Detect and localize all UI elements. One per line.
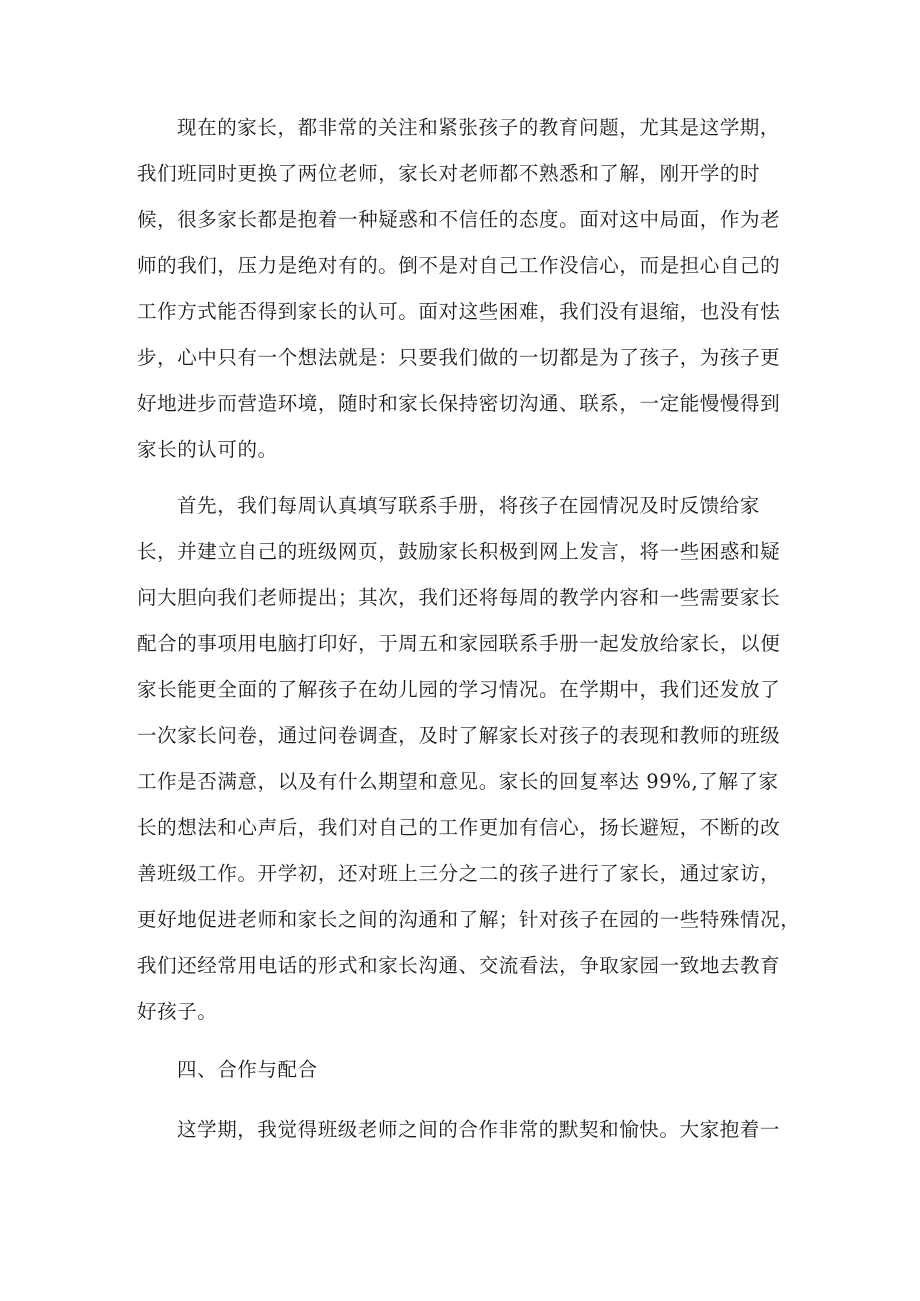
paragraph-line: 首先，我们每周认真填写联系手册，将孩子在园情况及时反馈给家 <box>177 494 760 517</box>
paragraph-line: 好孩子。 <box>137 1000 218 1023</box>
paragraph-line: 好地进步而营造环境，随时和家长保持密切沟通、联系，一定能慢慢得到 <box>137 392 781 415</box>
paragraph-line: 善班级工作。开学初，还对班上三分之二的孩子进行了家长，通过家访， <box>137 862 781 885</box>
paragraph-line: 这学期，我觉得班级老师之间的合作非常的默契和愉快。大家抱着一 <box>177 1118 781 1141</box>
paragraph-line: 工作是否满意，以及有什么期望和意见。家长的回复率达 99%,了解了家 <box>137 770 779 793</box>
paragraph-line: 长的想法和心声后，我们对自己的工作更加有信心，扬长避短，不断的改 <box>137 816 781 839</box>
paragraph-line: 现在的家长，都非常的关注和紧张孩子的教育问题，尤其是这学期， <box>177 116 781 139</box>
paragraph-line: 工作方式能否得到家长的认可。面对这些困难，我们没有退缩，也没有怯 <box>137 300 781 323</box>
paragraph-line: 更好地促进老师和家长之间的沟通和了解；针对孩子在园的一些特殊情况， <box>137 908 801 931</box>
paragraph-line: 我们班同时更换了两位老师，家长对老师都不熟悉和了解，刚开学的时 <box>137 162 761 185</box>
paragraph-line: 步，心中只有一个想法就是：只要我们做的一切都是为了孩子，为孩子更 <box>137 346 781 369</box>
paragraph-line: 我们还经常用电话的形式和家长沟通、交流看法，争取家园一致地去教育 <box>137 954 781 977</box>
paragraph-line: 问大胆向我们老师提出；其次，我们还将每周的教学内容和一些需要家长 <box>137 586 781 609</box>
paragraph-line: 家长能更全面的了解孩子在幼儿园的学习情况。在学期中，我们还发放了 <box>137 678 781 701</box>
paragraph-line: 一次家长问卷，通过问卷调查，及时了解家长对孩子的表现和教师的班级 <box>137 724 781 747</box>
paragraph-line: 配合的事项用电脑打印好，于周五和家园联系手册一起发放给家长，以便 <box>137 632 781 655</box>
paragraph-line: 长，并建立自己的班级网页，鼓励家长积极到网上发言，将一些困惑和疑 <box>137 540 781 563</box>
section-heading: 四、合作与配合 <box>177 1058 318 1081</box>
paragraph-line: 候，很多家长都是抱着一种疑惑和不信任的态度。面对这中局面，作为老 <box>137 208 781 231</box>
paragraph-line: 家长的认可的。 <box>137 438 278 461</box>
paragraph-line: 师的我们，压力是绝对有的。倒不是对自己工作没信心，而是担心自己的 <box>137 254 781 277</box>
